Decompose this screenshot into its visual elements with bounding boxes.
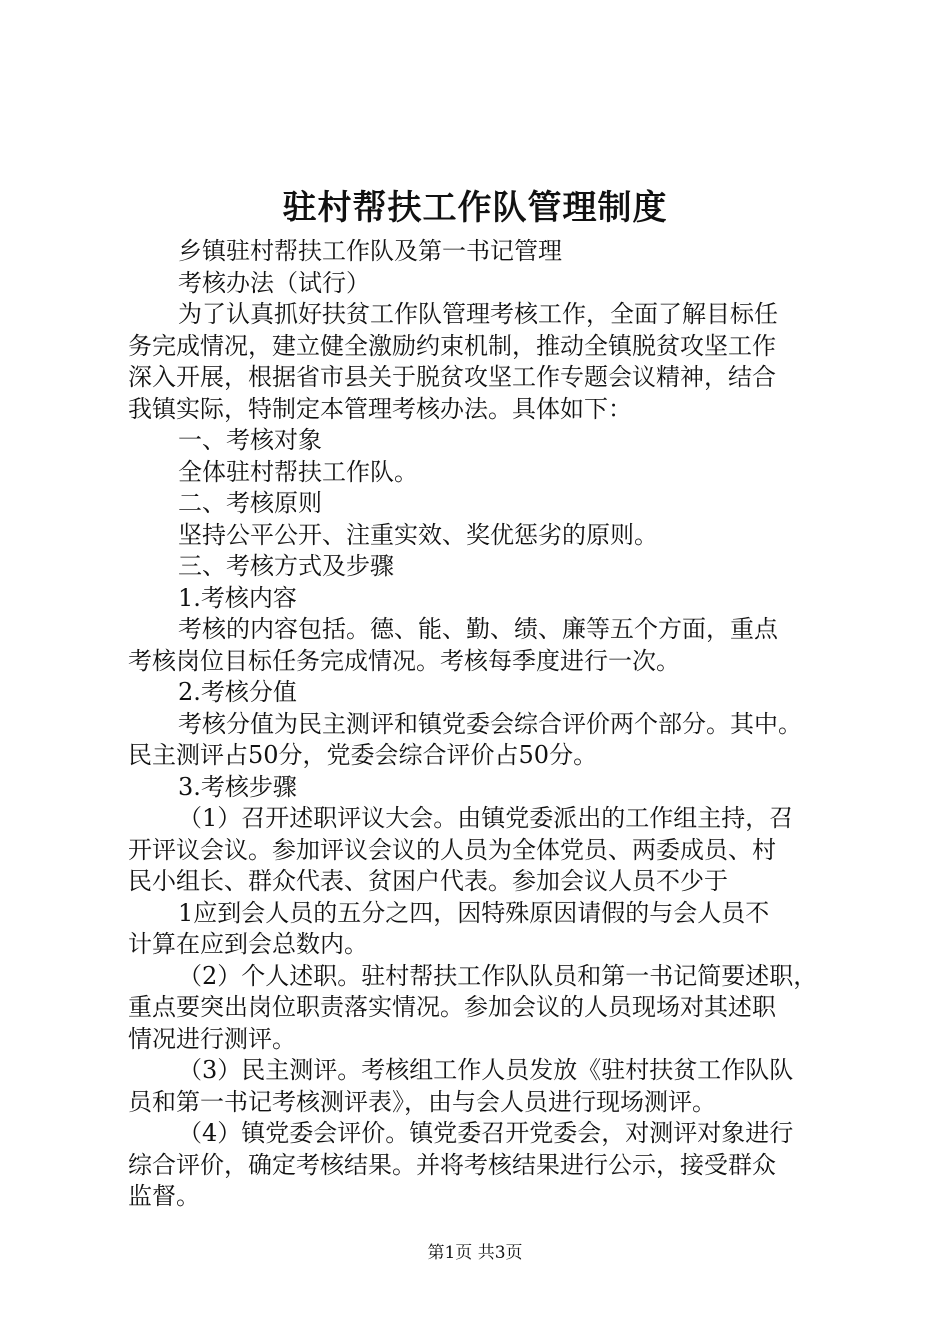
paragraph-line: 全体驻村帮扶工作队。 [178,457,418,486]
paragraph-line: 综合评价，确定考核结果。并将考核结果进行公示，接受群众 [128,1150,776,1179]
paragraph-line: （4）镇党委会评价。镇党委召开党委会，对测评对象进行 [178,1119,794,1147]
document-title: 驻村帮扶工作队管理制度 [282,188,668,228]
subsection-heading: 2.考核分值 [178,678,297,706]
paragraph-line: 民小组长、群众代表、贫困户代表。参加会议人员不少于 [128,867,728,895]
paragraph-line: （1）召开述职评议大会。由镇党委派出的工作组主持，召 [178,804,794,832]
paragraph-line: 情况进行测评。 [128,1024,296,1053]
paragraph-line: 开评议会议。参加评议会议的人员为全体党员、两委成员、村 [128,835,776,864]
paragraph-line: 我镇实际，特制定本管理考核办法。具体如下： [128,394,632,423]
paragraph-line: 考核分值为民主测评和镇党委会综合评价两个部分。其中。 [178,709,802,738]
paragraph-line: 员和第一书记考核测评表》，由与会人员进行现场测评。 [128,1087,716,1116]
document-body [128,236,840,1213]
paragraph-line: 计算在应到会总数内。 [128,930,368,958]
paragraph-line: 乡镇驻村帮扶工作队及第一书记管理 [178,237,562,265]
subsection-heading: 3.考核步骤 [178,772,297,801]
paragraph-line: 务完成情况，建立健全激励约束机制，推动全镇脱贫攻坚工作 [128,331,776,360]
paragraph-line: 民主测评占50分，党委会综合评价占50分。 [128,741,598,769]
paragraph-line: （3）民主测评。考核组工作人员发放《驻村扶贫工作队队 [178,1056,794,1084]
subsection-heading: 1.考核内容 [178,583,297,612]
section-heading: 二、考核原则 [178,489,322,517]
paragraph-line: 考核办法（试行） [178,268,370,297]
paragraph-line: 考核的内容包括。德、能、勤、绩、廉等五个方面，重点 [178,615,778,643]
paragraph-line: 1应到会人员的五分之四，因特殊原因请假的与会人员不 [178,898,770,927]
paragraph-line: 监督。 [128,1182,200,1210]
paragraph-line: 考核岗位目标任务完成情况。考核每季度进行一次。 [128,646,680,675]
page-footer: 第1页 共3页 [427,1243,523,1263]
paragraph-line: 深入开展，根据省市县关于脱贫攻坚工作专题会议精神，结合 [128,363,776,391]
paragraph-line: 重点要突出岗位职责落实情况。参加会议的人员现场对其述职 [128,993,776,1021]
paragraph-line: （2）个人述职。驻村帮扶工作队队员和第一书记简要述职， [178,961,818,990]
section-heading: 三、考核方式及步骤 [178,552,394,580]
section-heading: 一、考核对象 [178,426,322,454]
paragraph-line: 为了认真抓好扶贫工作队管理考核工作，全面了解目标任 [178,300,778,328]
paragraph-line: 坚持公平公开、注重实效、奖优惩劣的原则。 [178,520,658,549]
